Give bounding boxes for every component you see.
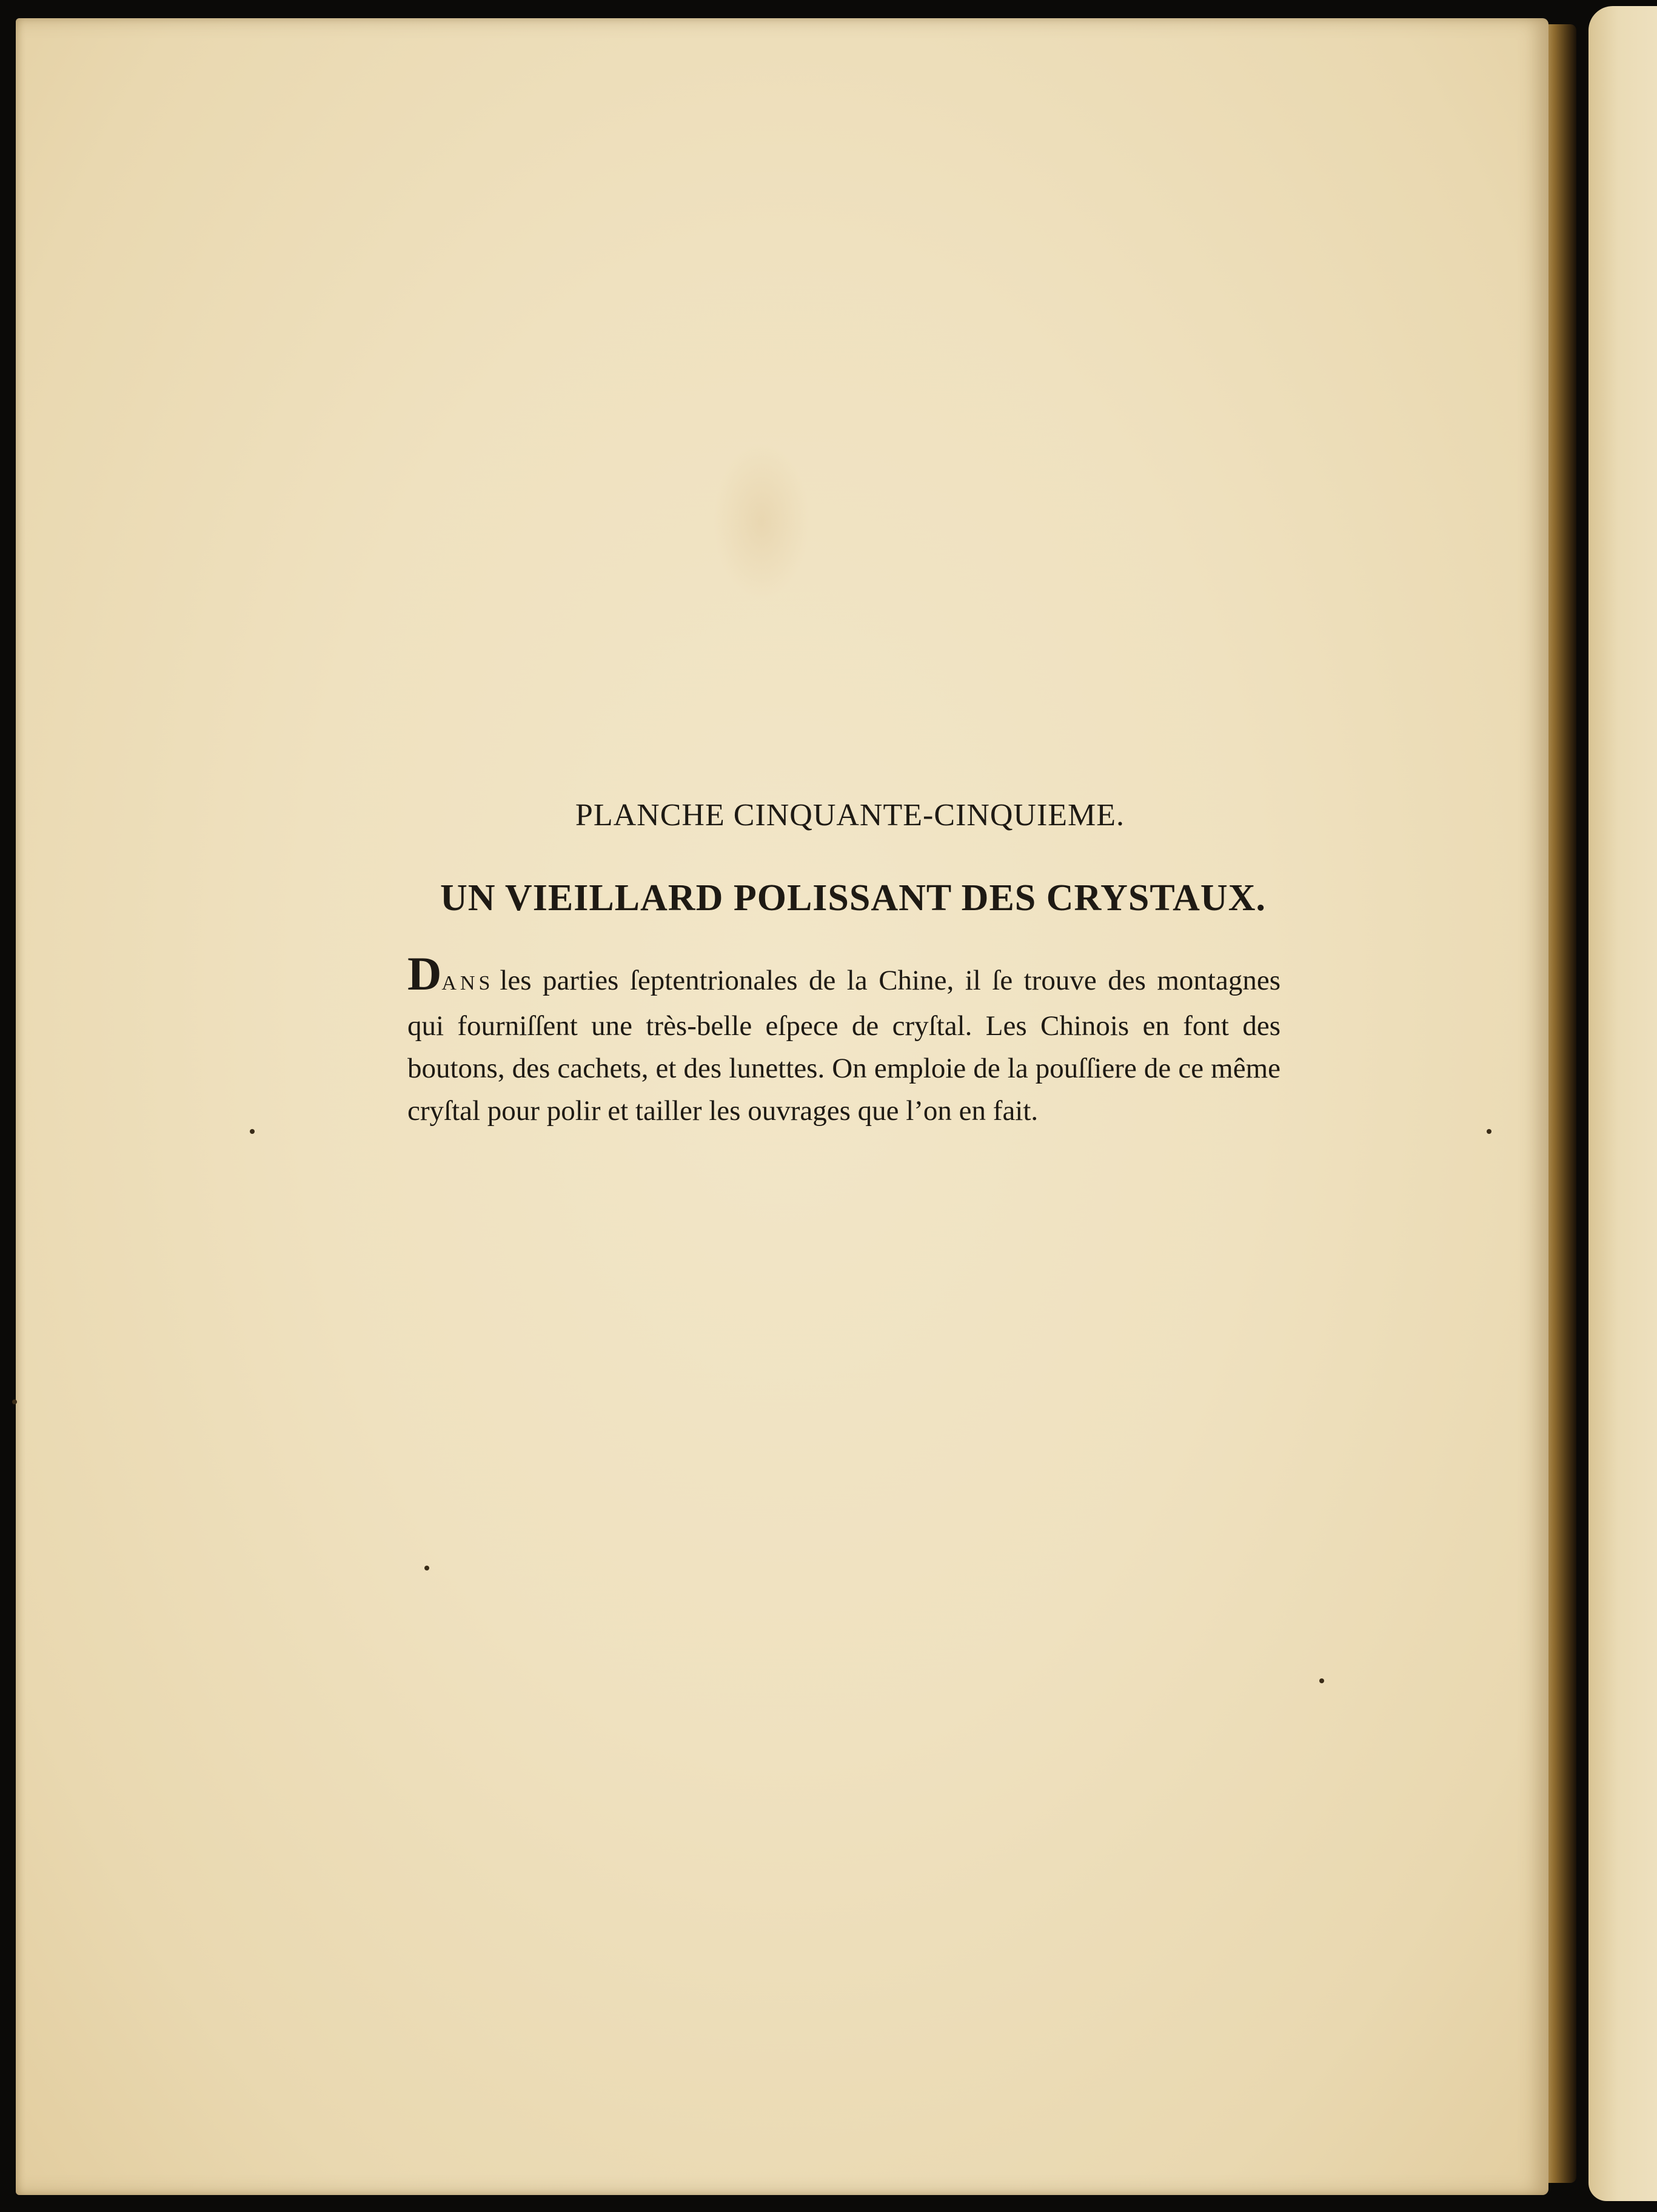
plate-title: PLANCHE CINQUANTE-CINQUIEME. — [575, 798, 1125, 833]
drop-cap: D — [407, 947, 442, 1000]
lead-smallcaps: ANS — [441, 972, 494, 994]
body-paragraph — [407, 947, 1280, 1132]
paper-speck — [250, 1129, 255, 1134]
subject-title: UN VIEILLARD POLISSANT DES CRYSTAUX. — [440, 877, 1266, 919]
facing-page-edge — [1588, 6, 1657, 2201]
body-text: les parties ſeptentrionales de la Chine, il ſe trouve des montagnes qui fourniſſent une très-belle eſpece de cryſtal. Les Chinois en font des boutons, des cachets, et des lunettes. On emploie de la pouſſiere de ce même cryſtal pour polir et tailler les ouvrages que l’on en fait. — [407, 965, 1280, 1127]
paper-stain — [713, 443, 810, 600]
page-text — [407, 797, 1280, 1132]
paper-speck — [12, 1399, 17, 1404]
paper-speck — [424, 1566, 429, 1570]
paper-speck — [1319, 1678, 1324, 1683]
paper-speck — [1487, 1129, 1491, 1134]
